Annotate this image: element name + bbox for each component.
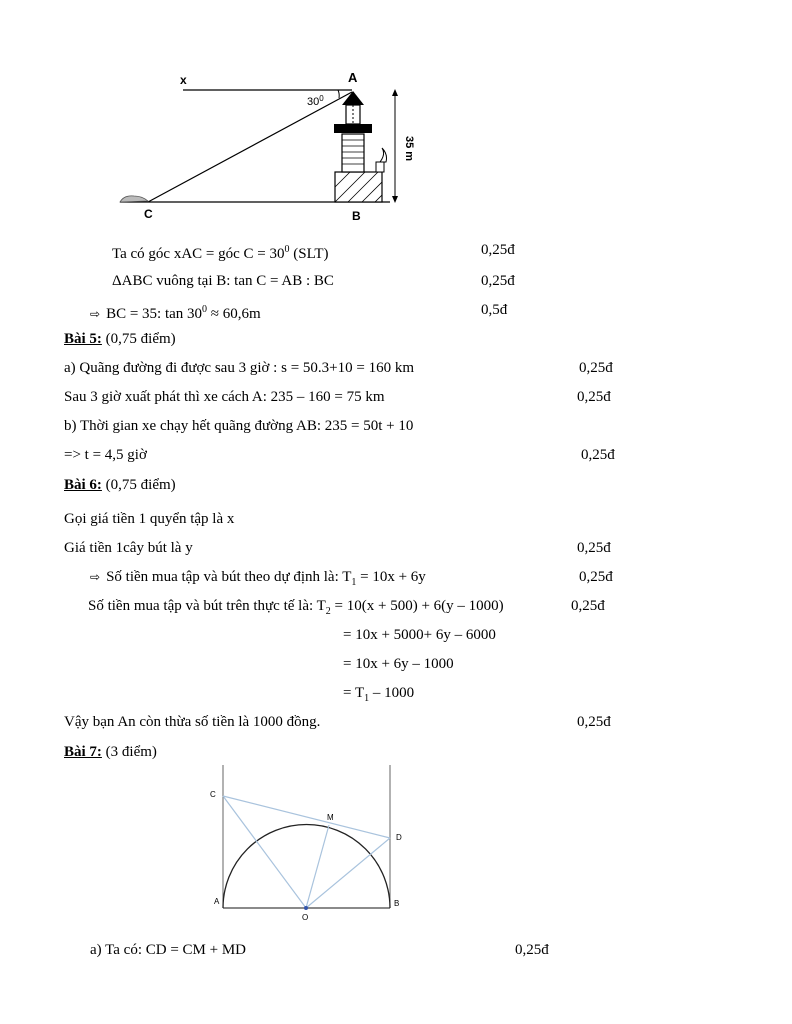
score-value: 0,25đ <box>579 360 613 376</box>
text-line: = 10x + 5000+ 6y – 6000 <box>343 627 496 643</box>
score-value: 0,25đ <box>571 598 605 614</box>
label-b: B <box>394 899 400 908</box>
label-b: B <box>352 209 361 223</box>
score-value: 0,25đ <box>579 569 613 585</box>
score-value: 0,25đ <box>481 242 515 258</box>
text-line: ΔABC vuông tại B: tan C = AB : BC <box>112 273 334 289</box>
label-m: M <box>327 813 334 822</box>
label-o: O <box>302 913 309 922</box>
angle-label: $30^0$ <box>307 94 324 108</box>
score-value: 0,25đ <box>577 540 611 556</box>
text-line: Sau 3 giờ xuất phát thì xe cách A: 235 – 160 = 75 km <box>64 389 385 405</box>
label-x: x <box>180 73 187 87</box>
section-heading-bai6: Bài 6: (0,75 điểm) <box>64 477 176 493</box>
arrow-right-icon: ⇨ <box>90 307 101 321</box>
text-line: Giá tiền 1cây bút là y <box>64 540 193 556</box>
label-c: C <box>210 790 216 799</box>
score-value: 0,5đ <box>481 302 508 318</box>
arrow-right-icon: ⇨ <box>90 570 101 584</box>
text-line: ⇨ BC = 35: $\tan 30^0 \approx 60,6m$ <box>90 304 261 322</box>
text-line: => t = 4,5 giờ <box>64 447 147 463</box>
section-heading-bai7: Bài 7: (3 điểm) <box>64 744 157 760</box>
height-label: 35 m <box>403 136 415 162</box>
label-c: C <box>144 207 153 221</box>
score-value: 0,25đ <box>515 942 549 958</box>
score-value: 0,25đ <box>577 714 611 730</box>
text-line: a) Ta có: CD = CM + MD <box>90 942 246 958</box>
text-line: = $T_1 - 1000$ <box>343 685 415 704</box>
text-line: Số tiền mua tập và bút trên thực tế là: $T_2 = 10(x + 500) + 6(y - 1000)$ <box>88 598 504 617</box>
text-line: Vậy bạn An còn thừa số tiền là 1000 đồng. <box>64 714 321 730</box>
score-value: 0,25đ <box>577 389 611 405</box>
text-line: a) Quãng đường đi được sau 3 giờ : s = 50.3+10 = 160 km <box>64 360 414 376</box>
score-value: 0,25đ <box>581 447 615 463</box>
label-a: A <box>214 897 220 906</box>
tower-triangle-figure <box>110 62 420 227</box>
text-line: = 10x + 6y – 1000 <box>343 656 454 672</box>
text-line: b) Thời gian xe chạy hết quãng đường AB: 235 = 50t + 10 <box>64 418 414 434</box>
section-heading-bai5: Bài 5: (0,75 điểm) <box>64 331 176 347</box>
text-line: Ta có góc xAC = góc $C = 30^0$ (SLT) <box>112 244 329 262</box>
semicircle-figure <box>205 765 420 927</box>
score-value: 0,25đ <box>481 273 515 289</box>
label-d: D <box>396 833 402 842</box>
text-line: ⇨ Số tiền mua tập và bút theo dự định là: $T_1 = 10x + 6y$ <box>90 569 426 588</box>
text-line: Gọi giá tiền 1 quyển tập là x <box>64 511 235 527</box>
label-a: A <box>348 70 358 85</box>
